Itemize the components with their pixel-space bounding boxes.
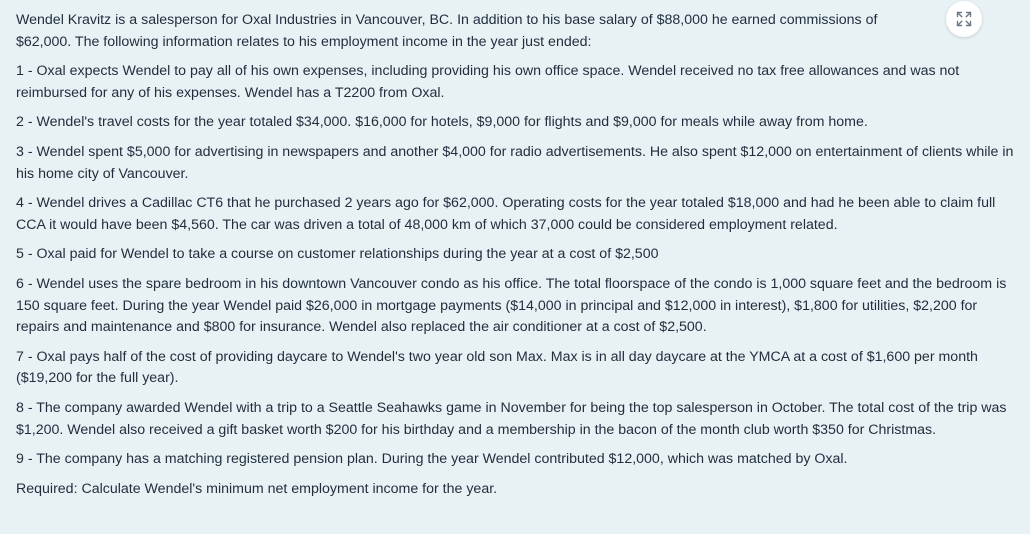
question-item-9: 9 - The company has a matching registered pension plan. During the year Wendel contributed $12,000, which was matched by Oxal. xyxy=(16,451,848,468)
question-item-5: 5 - Oxal paid for Wendel to take a course on customer relationships during the year at a cost of $2,500 xyxy=(16,246,659,263)
expand-arrows-icon xyxy=(955,10,973,28)
question-intro: Wendel Kravitz is a salesperson for Oxal Industries in Vancouver, BC. In addition to his base salary of $88,000 he earned commissions of $62,000. The following information relates to his employment income in the year just ended: xyxy=(16,12,878,50)
question-required: Required: Calculate Wendel's minimum net employment income for the year. xyxy=(16,480,498,497)
question-item-8: 8 - The company awarded Wendel with a trip to a Seattle Seahawks game in November for being the top salesperson in October. The total cost of the trip was $1,200. Wendel also received a gift basket worth $200 for his birthday and a membership in the bacon of the month club worth $350 for Christmas. xyxy=(16,399,1007,438)
question-content xyxy=(16,10,1020,508)
question-item-4: 4 - Wendel drives a Cadillac CT6 that he purchased 2 years ago for $62,000. Operating costs for the year totaled $18,000 and had he been able to claim full CCA it would have been $4,560. The car was driven a total of 48,000 km of which 37,000 could be considered employment related. xyxy=(16,195,996,233)
question-item-3: 3 - Wendel spent $5,000 for advertising in newspapers and another $4,000 for radio advertisements. He also spent $12,000 on entertainment of clients while in his home city of Vancouver. xyxy=(16,143,1014,182)
question-item-6: 6 - Wendel uses the spare bedroom in his downtown Vancouver condo as his office. The total floorspace of the condo is 1,000 square feet and the bedroom is 150 square feet. During the year Wendel paid $26,000 in mortgage payments ($14,000 in principal and $12,000 in interest), $1,800 for utilities, $2,200 for repairs and maintenance and $800 for insurance. Wendel also replaced the air conditioner at a cost of $2,500. xyxy=(16,275,1007,336)
expand-button[interactable] xyxy=(946,1,982,37)
question-item-1: 1 - Oxal expects Wendel to pay all of his own expenses, including providing his own office space. Wendel received no tax free allowances and was not reimbursed for any of his expenses. Wendel has a T2200 from Oxal. xyxy=(16,63,960,101)
question-item-2: 2 - Wendel's travel costs for the year totaled $34,000. $16,000 for hotels, $9,000 for flights and $9,000 for meals while away from home. xyxy=(16,114,868,131)
question-item-7: 7 - Oxal pays half of the cost of providing daycare to Wendel's two year old son Max. Max is in all day daycare at the YMCA at a cost of $1,600 per month ($19,200 for the full year). xyxy=(16,348,978,387)
